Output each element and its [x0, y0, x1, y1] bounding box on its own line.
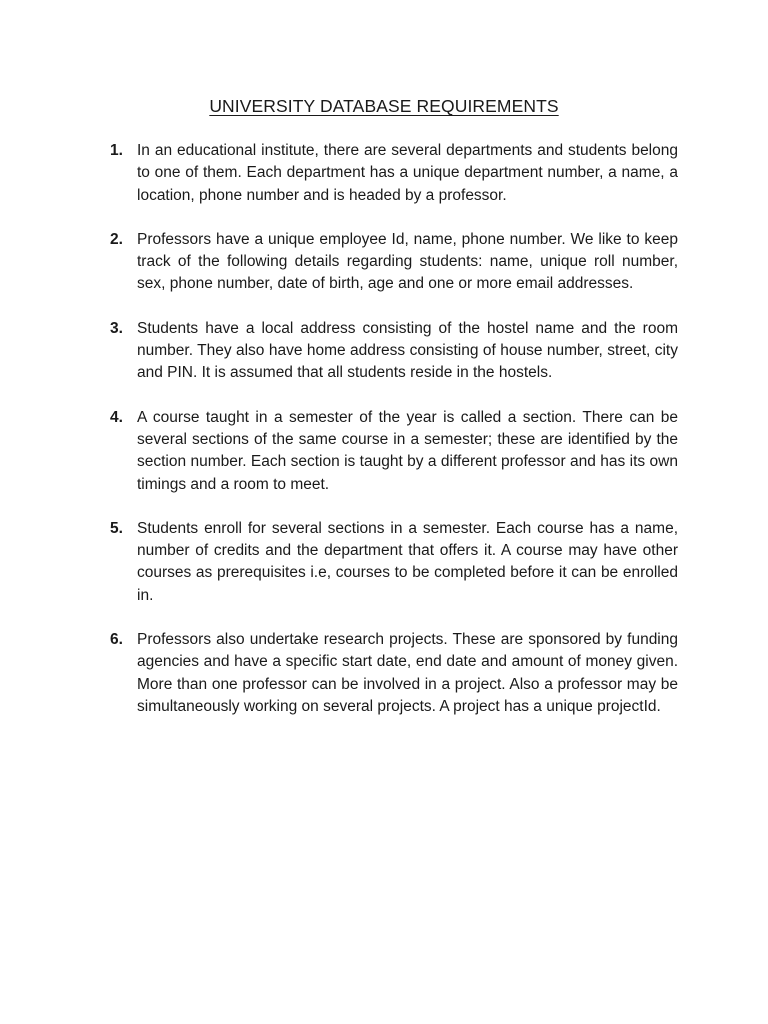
requirement-item — [110, 518, 678, 607]
requirement-text: Professors also undertake research projects. These are sponsored by funding agencies and have a specific start date, end date and amount of money given. More than one professor can be involved in a project. Also a professor may be simultaneously working on several projects. A project has a unique projectId. — [137, 631, 678, 715]
requirement-number: 1. — [110, 142, 123, 159]
requirement-number: 5. — [110, 519, 123, 537]
requirements-list — [110, 140, 678, 740]
requirement-text: Students have a local address consisting of the hostel name and the room number. They also have home address consisting of house number, street, city and PIN. It is assumed that all students reside in the hostels. — [137, 319, 678, 382]
requirement-number: 3. — [110, 319, 123, 337]
document-title: UNIVERSITY DATABASE REQUIREMENTS — [209, 96, 559, 116]
requirement-number: 6. — [110, 631, 123, 649]
requirement-text: In an educational institute, there are several departments and students belong to one of them. Each department has a unique department number, a name, a location, phone number and is headed by a professor. — [137, 142, 678, 204]
requirement-item — [110, 140, 678, 207]
requirement-number: 2. — [110, 230, 123, 248]
requirement-text: Professors have a unique employee Id, name, phone number. We like to keep track of the following details regarding students: name, unique roll number, sex, phone number, date of birth, age and one or more email addresses. — [137, 230, 678, 293]
requirement-item — [110, 318, 678, 385]
requirement-text: A course taught in a semester of the year is called a section. There can be several sections of the same course in a semester; these are identified by the section number. Each section is taught by a different professor and has its own timings and a room to meet. — [137, 408, 678, 493]
requirement-item — [110, 229, 678, 296]
requirement-text: Students enroll for several sections in a semester. Each course has a name, number of credits and the department that offers it. A course may have other courses as prerequisites i.e, courses to be completed before it can be enrolled in. — [137, 519, 678, 604]
requirement-number: 4. — [110, 408, 123, 426]
requirement-item — [110, 629, 678, 718]
requirement-item — [110, 407, 678, 496]
